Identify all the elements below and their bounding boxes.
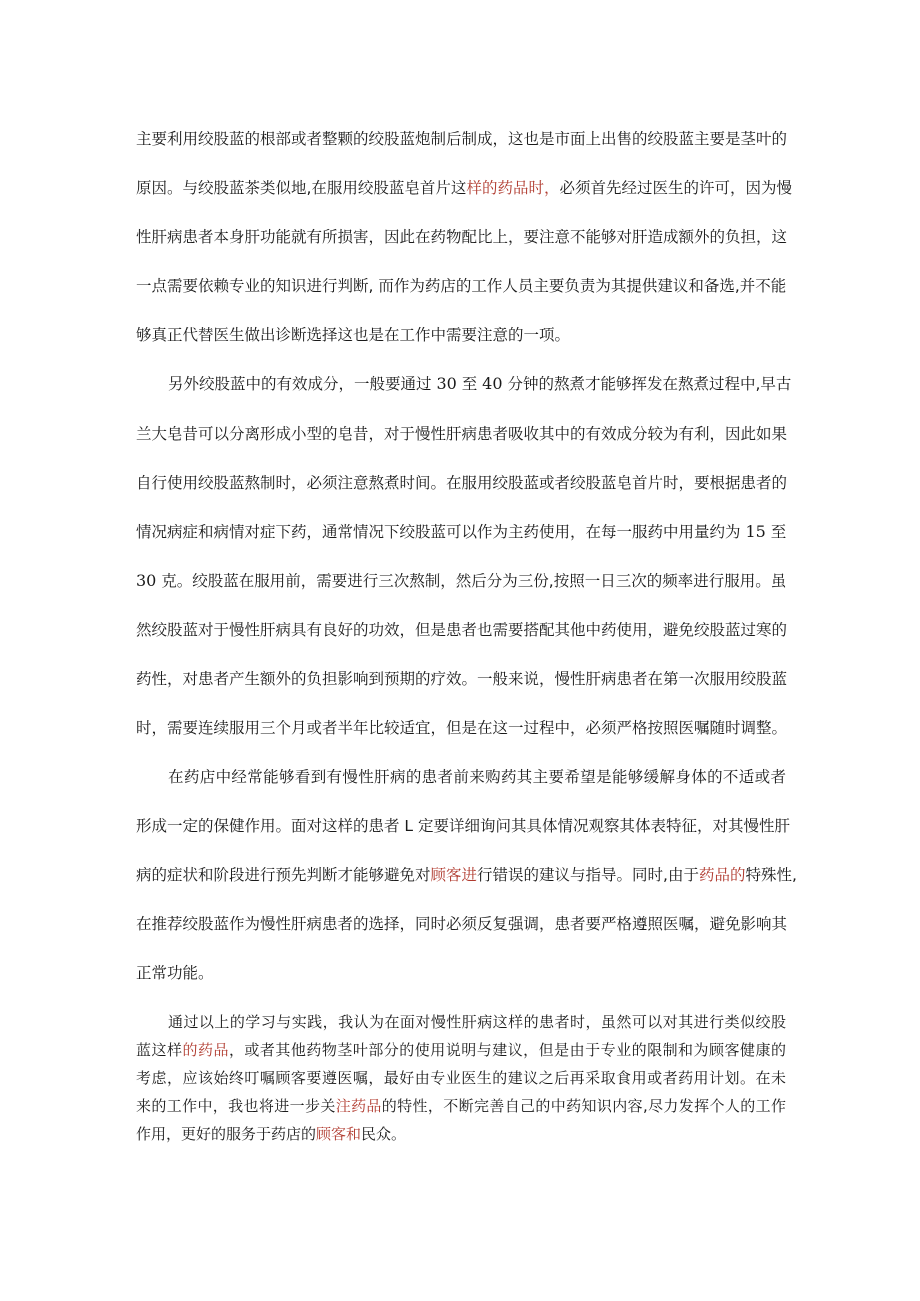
- text-segment: 30: [436, 374, 457, 393]
- text-segment: 至: [456, 375, 483, 393]
- text-segment: 蓝这样: [136, 1041, 183, 1059]
- paragraph-1-line-5: [136, 319, 786, 351]
- text-segment: 顾客和: [316, 1125, 362, 1143]
- paragraph-2-line-4: [136, 516, 786, 548]
- paragraph-2-line-8: [136, 712, 786, 744]
- text-segment: 药品的: [698, 866, 746, 884]
- text-segment: 至: [765, 523, 787, 541]
- paragraph-3-line-5: [136, 957, 786, 989]
- text-segment: 时，需要连续服用三个月或者半年比较适宜，但是在这一过程中，必须严格按照医嘱随时调整。: [136, 719, 788, 737]
- text-segment: 形成一定的保健作用。面对这样的患者 L 定要详细询问其具体情况观察其体表特征，对其慢性肝: [136, 817, 790, 835]
- text-segment: 分钟的熬煮才能够挥发在熬煮过程中,早古: [502, 375, 792, 393]
- text-segment: 顾客进: [430, 866, 478, 884]
- text-segment: 够真正代替医生做出诊断选择这也是在工作中需要注意的一项。: [136, 326, 571, 344]
- text-segment: 40: [482, 374, 503, 393]
- text-segment: 原因。与绞股蓝茶类似地,在服用绞股蓝皂首片这: [136, 179, 467, 197]
- paragraph-4-line-1: [168, 1008, 786, 1036]
- text-segment: 通过以上的学习与实践，我认为在面对慢性肝病这样的患者时，虽然可以对其进行类似绞股: [168, 1013, 786, 1031]
- paragraph-1-line-4: [136, 270, 786, 302]
- paragraph-4-line-2: [136, 1036, 786, 1064]
- text-segment: 的特性，不断完善自己的中药知识内容,尽力发挥个人的工作: [381, 1097, 786, 1115]
- text-segment: 注药品: [335, 1097, 382, 1115]
- paragraph-3-line-1: [168, 761, 786, 793]
- paragraph-1-line-2: [136, 172, 792, 204]
- text-segment: 民众。: [361, 1125, 407, 1143]
- text-segment: 情况病症和病情对症下药，通常情况下绞股蓝可以作为主药使用，在每一服药中用量约为: [136, 523, 746, 541]
- text-segment: 样的药品时，: [466, 179, 560, 197]
- paragraph-2-line-7: [136, 663, 786, 695]
- text-segment: 必须首先经过医生的许可，因为慢: [559, 179, 792, 197]
- text-segment: 性肝病患者本身肝功能就有所损害，因此在药物配比上，要注意不能够对肝造成额外的负担，这: [136, 228, 788, 246]
- paragraph-3-line-4: [136, 908, 786, 940]
- text-segment: 来的工作中，我也将进一步关: [136, 1097, 336, 1115]
- paragraph-2-line-6: [136, 614, 786, 646]
- paragraph-3-line-3: [136, 859, 797, 891]
- text-segment: 15: [745, 522, 766, 541]
- text-segment: 克。绞股蓝在服用前，需要进行三次熬制，然后分为三份,按照一日三次的频率进行服用。虽: [156, 572, 787, 590]
- text-segment: ，或者其他药物茎叶部分的使用说明与建议，但是由于专业的限制和为顾客健康的: [228, 1041, 786, 1059]
- paragraph-1-line-1: [136, 123, 786, 155]
- text-segment: 病的症状和阶段进行预先判断才能够避免对: [136, 866, 431, 884]
- text-segment: 行错误的建议与指导。同时,由于: [477, 866, 699, 884]
- paragraph-2-line-5: [136, 565, 786, 597]
- paragraph-4-line-3: [136, 1064, 786, 1092]
- paragraph-2-line-3: [136, 467, 786, 499]
- text-segment: 兰大皂昔可以分离形成小型的皂昔，对于慢性肝病患者吸收其中的有效成分较为有利，因此如果: [136, 425, 788, 443]
- paragraph-4-line-5: [136, 1120, 786, 1148]
- text-segment: 自行使用绞股蓝熬制时，必须注意熬煮时间。在服用绞股蓝或者绞股蓝皂首片时，要根据患者的: [136, 474, 788, 492]
- text-segment: 30: [136, 571, 157, 590]
- paragraph-1-line-3: [136, 221, 786, 253]
- text-segment: 在药店中经常能够看到有慢性肝病的患者前来购药其主要希望是能够缓解身体的不适或者: [168, 768, 786, 786]
- text-segment: 一点需要依赖专业的知识进行判断, 而作为药店的工作人员主要负责为其提供建议和备选,并不能: [136, 277, 787, 295]
- text-segment: 然绞股蓝对于慢性肝病具有良好的功效，但是患者也需要搭配其他中药使用，避免绞股蓝过寒的: [136, 621, 788, 639]
- text-segment: 另外绞股蓝中的有效成分，一般要通过: [168, 375, 437, 393]
- paragraph-2-line-2: [136, 418, 786, 450]
- paragraph-2-line-1: [168, 368, 792, 400]
- paragraph-4-line-4: [136, 1092, 786, 1120]
- text-segment: 在推荐绞股蓝作为慢性肝病患者的选择，同时必须反复强调，患者要严格遵照医嘱，避免影响其: [136, 915, 788, 933]
- text-segment: 的药品: [182, 1041, 229, 1059]
- text-segment: 主要利用绞股蓝的根部或者整颗的绞股蓝炮制后制成，这也是市面上出售的绞股蓝主要是茎叶的: [136, 130, 788, 148]
- text-segment: 作用，更好的服务于药店的: [136, 1125, 317, 1143]
- text-segment: 考虑，应该始终叮嘱顾客要遵医嘱，最好由专业医生的建议之后再采取食用或者药用计划。在未: [136, 1069, 786, 1087]
- text-segment: 药性，对患者产生额外的负担影响到预期的疗效。一般来说，慢性肝病患者在第一次服用绞股蓝: [136, 670, 788, 688]
- paragraph-3-line-2: [136, 810, 790, 842]
- text-segment: 特殊性,: [745, 866, 797, 884]
- text-segment: 正常功能。: [136, 964, 214, 982]
